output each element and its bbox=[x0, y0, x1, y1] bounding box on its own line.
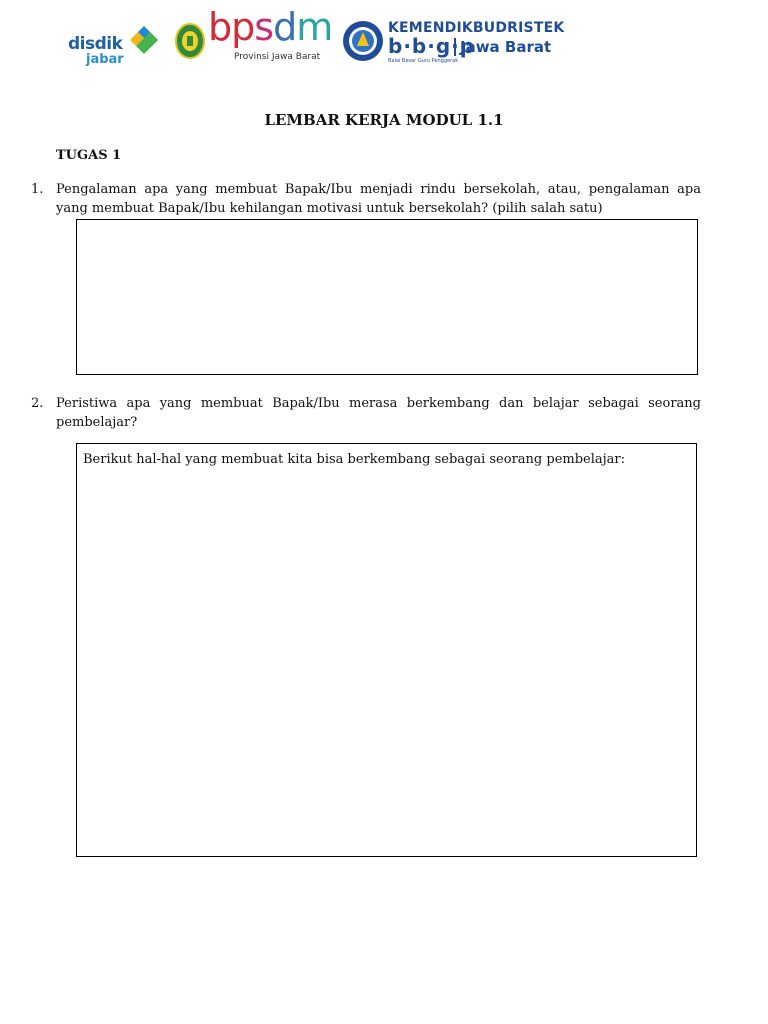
document-title: LEMBAR KERJA MODUL 1.1 bbox=[264, 111, 504, 129]
tut-wuri-handayani-icon bbox=[342, 20, 384, 62]
question-text: Peristiwa apa yang membuat Bapak/Ibu merasa berkembang dan belajar sebagai seorang pembelajar? bbox=[56, 396, 701, 430]
answer-text: Berikut hal-hal yang membuat kita bisa berkembang sebagai seorang pembelajar: bbox=[83, 452, 626, 467]
section-heading: TUGAS 1 bbox=[56, 148, 122, 163]
disdik-book-icon bbox=[124, 18, 166, 60]
kemendikbudristek-text: KEMENDIKBUDRISTEK bbox=[388, 20, 565, 36]
bpsdm-letter: p bbox=[231, 5, 255, 49]
bpsdm-subtitle: Provinsi Jawa Barat bbox=[234, 52, 321, 62]
bpsdm-letter: m bbox=[296, 5, 333, 49]
question-number: 2. bbox=[31, 396, 44, 411]
jawa-barat-emblem-icon bbox=[174, 22, 206, 60]
kemendikbudristek-logo bbox=[342, 18, 572, 68]
question-2 bbox=[31, 394, 701, 432]
disdik-logo-text: disdik bbox=[68, 34, 123, 54]
jawa-barat-text: Jawa Barat bbox=[454, 38, 551, 56]
answer-box-2[interactable] bbox=[76, 443, 697, 857]
jabar-logo-text: jabar bbox=[86, 52, 124, 67]
question-1 bbox=[31, 180, 701, 218]
bpsdm-logo bbox=[174, 5, 334, 72]
bpsdm-letter: d bbox=[273, 5, 297, 49]
bpsdm-wordmark bbox=[208, 5, 333, 49]
header-logos bbox=[64, 5, 565, 72]
question-text: Pengalaman apa yang membuat Bapak/Ibu menjadi rindu bersekolah, atau, pengalaman apa yang membuat Bapak/Ibu kehilangan motivasi untuk bersekolah? (pilih salah satu) bbox=[56, 182, 701, 216]
bbgp-tagline: Balai Besar Guru Penggerak bbox=[388, 58, 459, 64]
bbgp-text: b·b·g·p bbox=[388, 34, 476, 58]
answer-box-1[interactable] bbox=[76, 219, 698, 375]
bpsdm-letter: s bbox=[254, 5, 274, 49]
disdik-jabar-logo bbox=[66, 16, 166, 68]
question-number: 1. bbox=[31, 182, 44, 197]
bpsdm-letter: b bbox=[208, 5, 232, 49]
